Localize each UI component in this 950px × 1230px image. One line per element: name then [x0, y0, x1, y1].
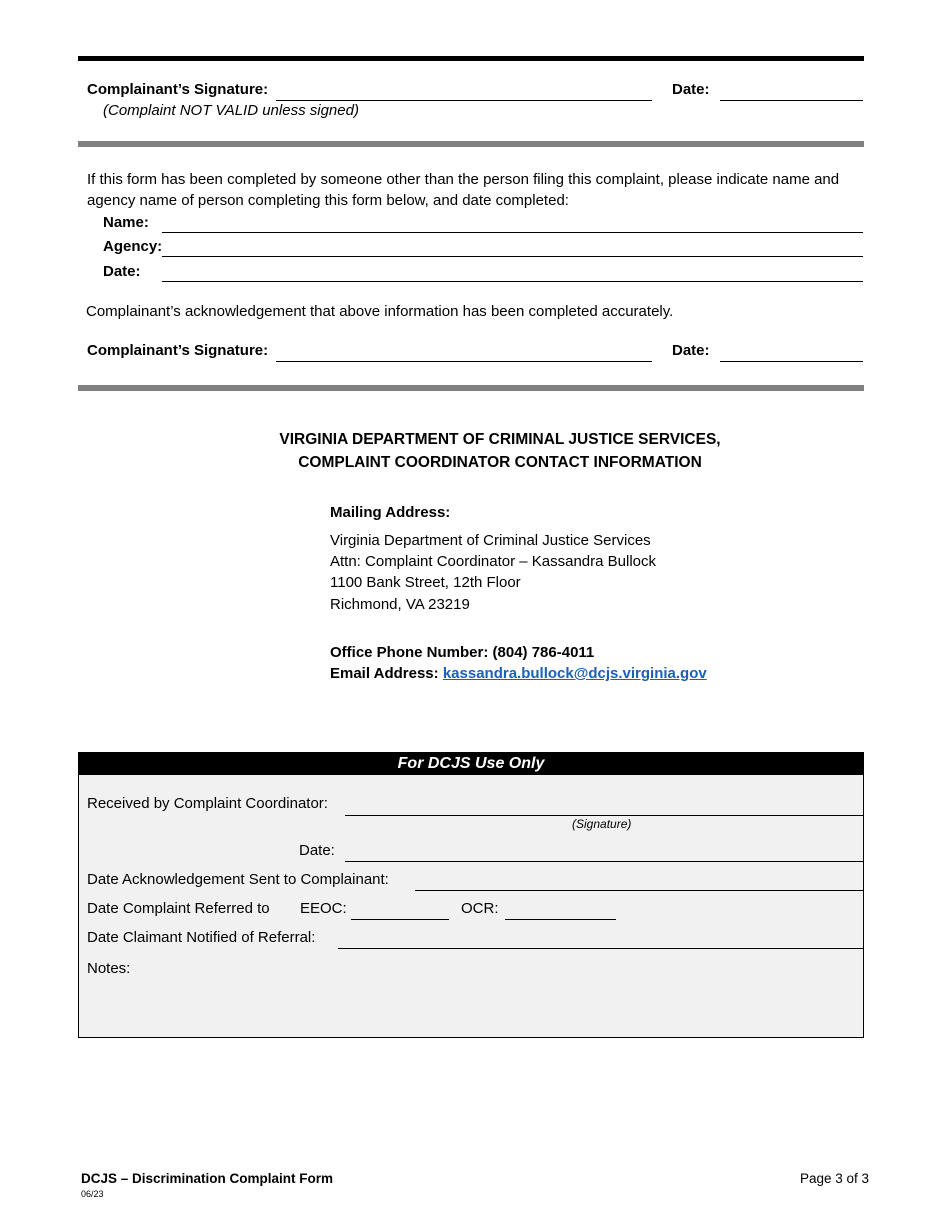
footer-form-name: DCJS – Discrimination Complaint Form: [81, 1171, 334, 1186]
referred-label: Date Complaint Referred to: [87, 900, 270, 917]
contact-title-line1: VIRGINIA DEPARTMENT OF CRIMINAL JUSTICE SERVICES,: [279, 431, 721, 448]
signature-validity-note: (Complaint NOT VALID unless signed): [103, 102, 359, 119]
footer-revision: 06/23: [81, 1189, 104, 1199]
name-label: Name:: [103, 214, 149, 231]
completed-date-line[interactable]: [162, 281, 863, 282]
dcjs-use-only-header: For DCJS Use Only: [79, 753, 863, 775]
agency-line[interactable]: [162, 256, 863, 257]
signature-date-line-2[interactable]: [720, 361, 863, 362]
signature-date-label-2: Date:: [672, 342, 710, 359]
top-divider: [78, 56, 864, 61]
email-link[interactable]: kassandra.bullock@dcjs.virginia.gov: [442, 665, 707, 682]
complainant-signature-label-2: Complainant’s Signature:: [87, 342, 269, 359]
address-line-3: 1100 Bank Street, 12th Floor: [330, 574, 521, 591]
complainant-signature-line[interactable]: [276, 100, 652, 101]
mailing-address-label: Mailing Address:: [330, 504, 451, 521]
notified-label: Date Claimant Notified of Referral:: [87, 929, 316, 946]
received-date-line[interactable]: [345, 861, 863, 862]
acknowledgement-text: Complainant’s acknowledgement that above information has been completed accurately.: [86, 303, 674, 320]
footer-page-number: Page 3 of 3: [799, 1171, 869, 1186]
complainant-signature-line-2[interactable]: [276, 361, 652, 362]
complainant-signature-label: Complainant’s Signature:: [87, 81, 269, 98]
eeoc-line[interactable]: [351, 919, 449, 920]
address-line-4: Richmond, VA 23219: [330, 596, 470, 613]
other-person-instruction: If this form has been completed by someone other than the person filing this complaint, please indicate name and agency name of person completing this form below, and date completed:: [87, 171, 840, 209]
contact-title-line2: COMPLAINT COORDINATOR CONTACT INFORMATION: [298, 454, 702, 471]
received-by-label: Received by Complaint Coordinator:: [87, 795, 328, 812]
section-divider-2: [78, 385, 864, 391]
email-row: [330, 665, 707, 682]
signature-date-line[interactable]: [720, 100, 863, 101]
email-label: Email Address:: [330, 665, 439, 682]
eeoc-label: EEOC:: [300, 900, 347, 917]
section-divider-1: [78, 141, 864, 147]
agency-label: Agency:: [103, 238, 163, 255]
notes-label: Notes:: [87, 960, 131, 977]
name-line[interactable]: [162, 232, 863, 233]
ack-sent-line[interactable]: [415, 890, 863, 891]
ack-sent-label: Date Acknowledgement Sent to Complainant:: [87, 871, 389, 888]
ocr-label: OCR:: [461, 900, 499, 917]
received-by-signature-line[interactable]: [345, 815, 863, 816]
received-date-label: Date:: [299, 842, 335, 859]
ocr-line[interactable]: [505, 919, 616, 920]
completed-date-label: Date:: [103, 263, 141, 280]
office-phone: Office Phone Number: (804) 786-4011: [330, 644, 595, 661]
address-line-1: Virginia Department of Criminal Justice Services: [330, 532, 651, 549]
signature-date-label: Date:: [672, 81, 710, 98]
address-line-2: Attn: Complaint Coordinator – Kassandra Bullock: [330, 553, 657, 570]
signature-caption: (Signature): [572, 817, 632, 831]
dcjs-use-only-box: [78, 752, 864, 1038]
notified-line[interactable]: [338, 948, 863, 949]
